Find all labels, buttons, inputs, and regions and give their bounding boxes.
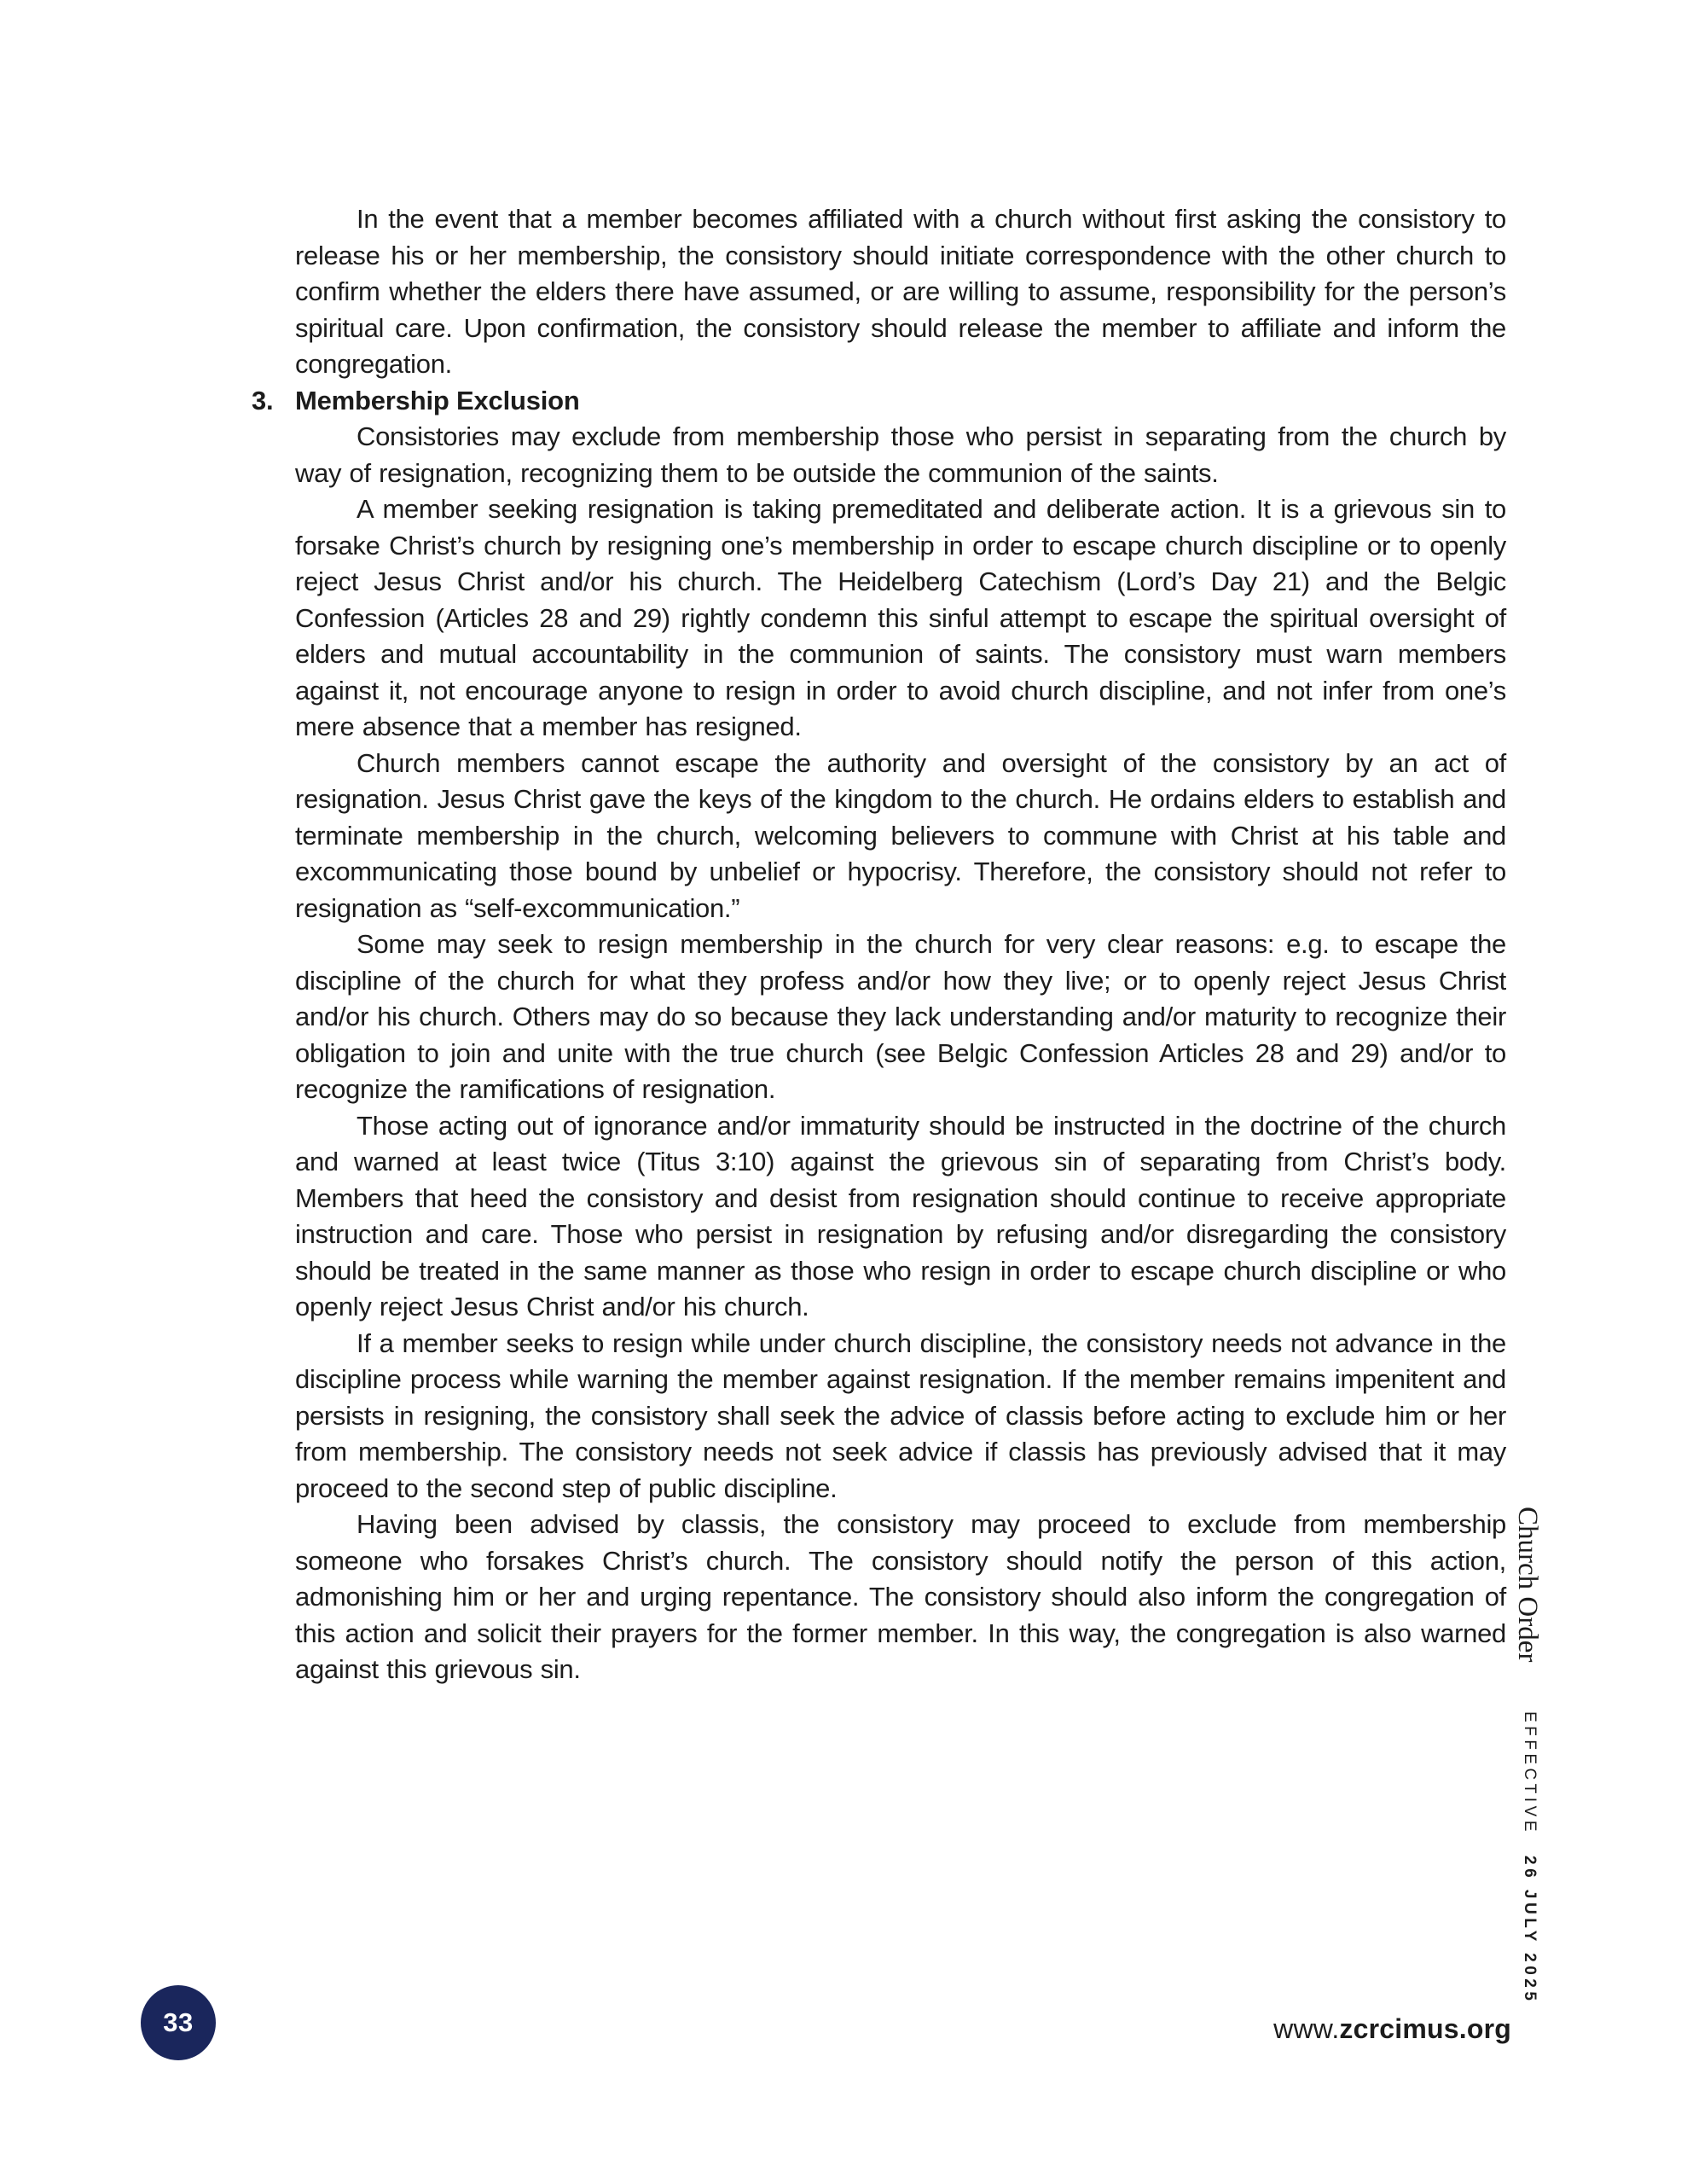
body-paragraph: Having been advised by classis, the consistory may proceed to exclude from membership someone who forsakes Christ’s church. The consistory should notify the person of this action, admonishing him or her and urging repentance. The consistory should also inform the congregation of this action and solicit their prayers for the former member. In this way, the congregation is also warned against this grievous sin.: [295, 1509, 1506, 1684]
sidebar-effective-date: [1520, 1711, 1539, 2004]
body-paragraph: Some may seek to resign membership in the church for very clear reasons: e.g. to escape the discipline of the church for what they profess and/or how they live; or to openly reject Jesus Christ and/or his church. Others may do so because they lack understanding and/or maturity to recognize their obligation to join and unite with the true church (see Belgic Confession Articles 28 and 29) and/or to recognize the ramifications of resignation.: [295, 929, 1506, 1104]
intro-paragraph: In the event that a member becomes affiliated with a church without first asking the consistory to release his or her membership, the consistory should initiate correspondence with the other church to confirm whether the elders there have assumed, or are willing to assume, responsibility for the person’s spiritual care. Upon confirmation, the consistory should release the member to affiliate and inform the congregation.: [295, 204, 1506, 379]
body-paragraph: If a member seeks to resign while under church discipline, the consistory needs not advance in the discipline process while warning the member against resignation. If the member remains impenitent and persists in resigning, the consistory shall seek the advice of classis before acting to exclude him or her from membership. The consistory needs not seek advice if classis has previously advised that it may proceed to the second step of public discipline.: [295, 1327, 1506, 1503]
section-title: Membership Exclusion: [295, 385, 580, 415]
body-paragraph: A member seeking resignation is taking premeditated and deliberate action. It is a grievous sin to forsake Christ’s church by resigning one’s membership in order to escape church discipline or to openly reject Jesus Christ and/or his church. The Heidelberg Catechism (Lord’s Day 21) and the Belgic Confession (Articles 28 and 29) rightly condemn this sinful attempt to escape the spiritual oversight of elders and mutual accountability in the communion of saints. The consistory must warn members against it, not encourage anyone to resign in order to avoid church discipline, and not infer from one’s mere absence that a member has resigned.: [295, 494, 1506, 741]
effective-label: EFFECTIVE: [1521, 1711, 1539, 1836]
page-body: [252, 201, 1506, 1688]
website-link[interactable]: [0, 2013, 1511, 2045]
website-domain: zcrcimus.org: [1339, 2013, 1511, 2044]
body-paragraph: Church members cannot escape the authority and oversight of the consistory by an act of resignation. Jesus Christ gave the keys of the kingdom to the church. He ordains elders to establish and terminate membership in the church, welcoming believers to commune with Christ at his table and excommunicating those bound by unbelief or hypocrisy. Therefore, the consistory should not refer to resignation as “self-excommunication.”: [295, 747, 1506, 923]
website-prefix: www.: [1273, 2013, 1340, 2044]
body-paragraph: Consistories may exclude from membership those who persist in separating from the church by way of resignation, recognizing them to be outside the communion of the saints.: [295, 421, 1506, 488]
section-heading: [252, 383, 1506, 420]
section-number: 3.: [252, 385, 274, 415]
body-paragraph: Those acting out of ignorance and/or immaturity should be instructed in the doctrine of the church and warned at least twice (Titus 3:10) against the grievous sin of separating from Christ’s body. Members that heed the consistory and desist from resignation should continue to receive appropriate instruction and care. Those who persist in resignation by refusing and/or disregarding the consistory should be treated in the same manner as those who resign in order to escape church discipline or who openly reject Jesus Christ and/or his church.: [295, 1110, 1506, 1321]
effective-date-value: 26 JULY 2025: [1521, 1855, 1539, 2005]
page-number: 33: [163, 2007, 194, 2037]
sidebar-document-title: Church Order: [1512, 1507, 1543, 1663]
